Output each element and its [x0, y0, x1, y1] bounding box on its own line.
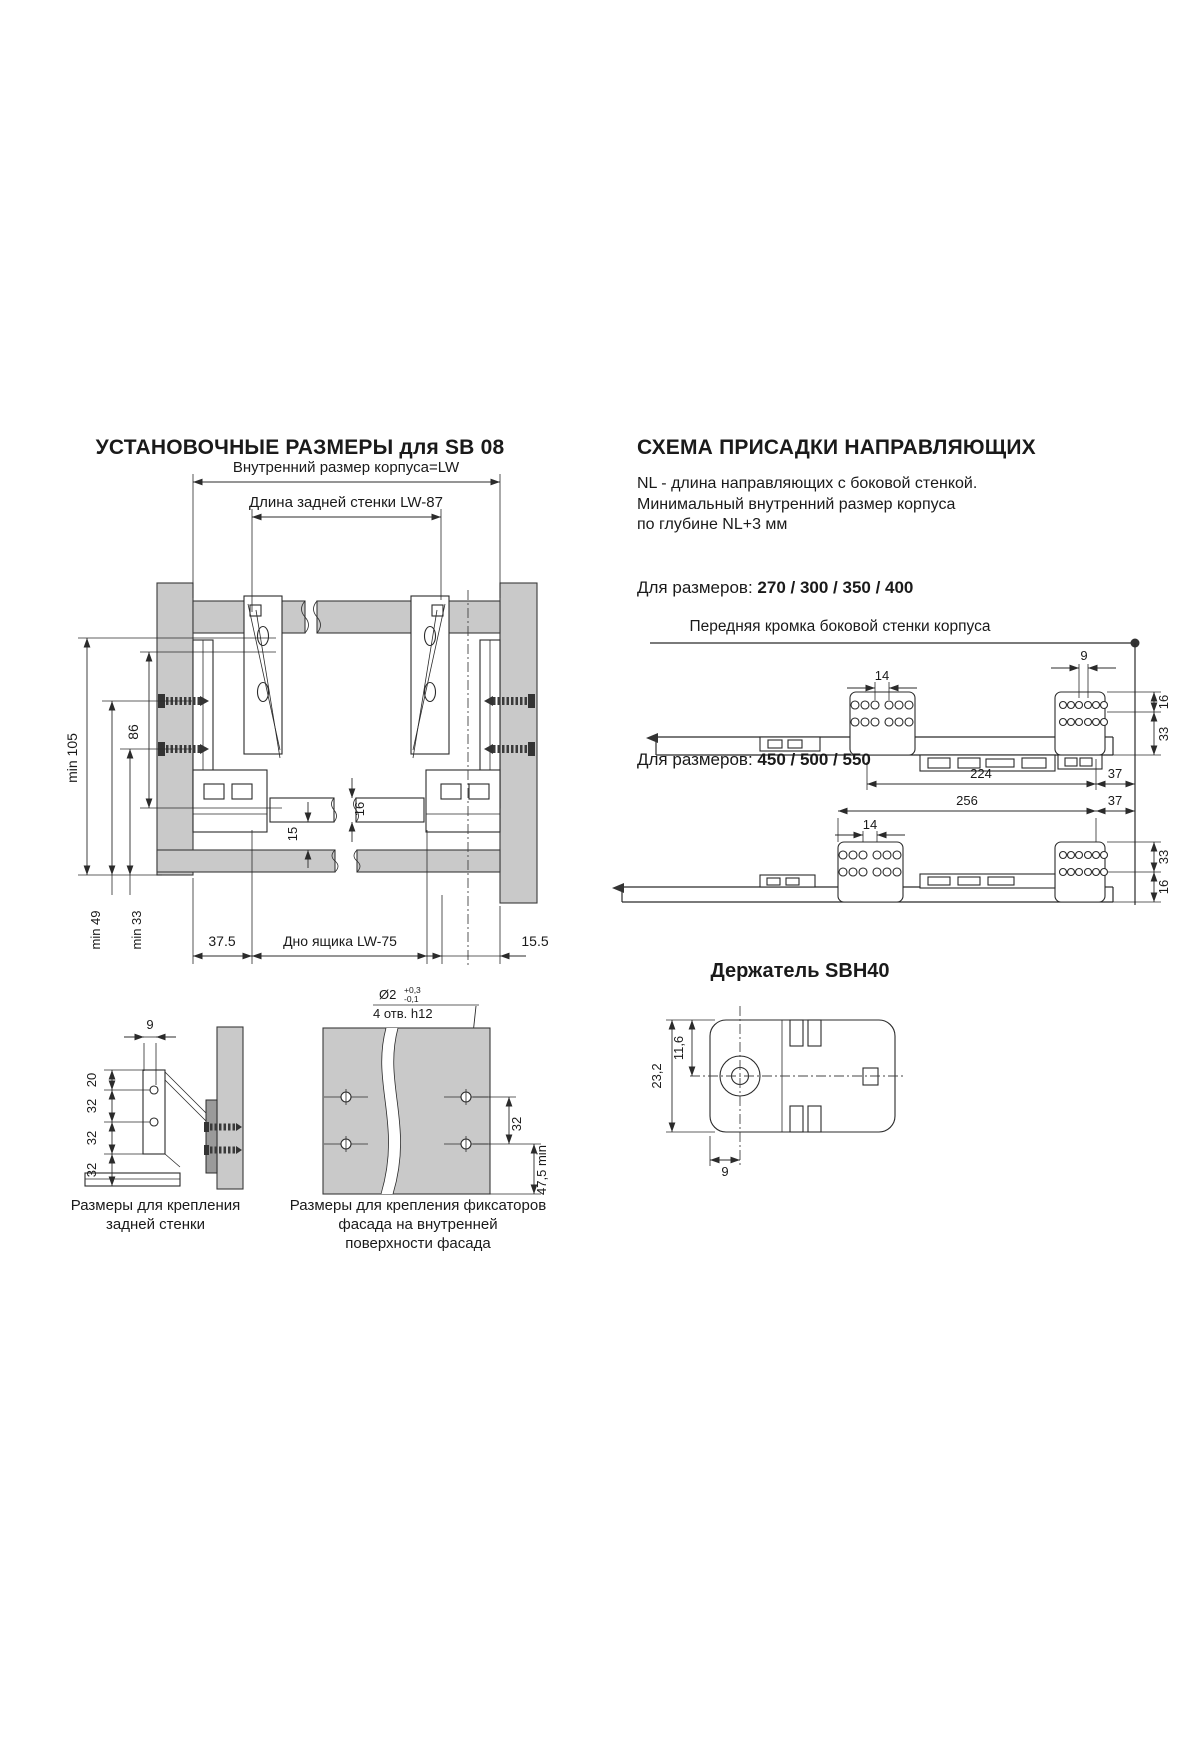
dim-label-32b: 32	[84, 1130, 99, 1146]
bracket-plate	[85, 1070, 217, 1186]
dim-label-475: 47,5 min	[534, 1145, 549, 1195]
dim-label-9: 9	[146, 1017, 154, 1032]
dim-475-facade	[490, 1144, 549, 1195]
front-edge-label: Передняя кромка боковой стенки корпуса	[689, 618, 991, 635]
dim-lw	[193, 459, 500, 598]
rail-drilling-diagrams	[610, 638, 1190, 918]
dim-label-16: 16	[1156, 879, 1171, 895]
dim-label-32a: 32	[84, 1098, 99, 1114]
dim-16	[352, 778, 367, 842]
sizes-line-2	[637, 750, 871, 770]
facade-caption-line1: Размеры для крепления фиксаторов	[289, 1197, 547, 1214]
dim-label-15: 15	[285, 826, 300, 842]
holder-title: Держатель SBH40	[710, 960, 890, 982]
dim-label-14: 14	[874, 668, 890, 683]
main-installation-drawing	[30, 440, 560, 1030]
sizes1-values: 270 / 300 / 350 / 400	[757, 578, 914, 597]
sizes2-values: 450 / 500 / 550	[757, 750, 871, 769]
dim-33-16-rail2	[1107, 842, 1171, 902]
sizes-line-1	[637, 578, 913, 598]
rear-caption	[38, 1196, 273, 1234]
dim-label-min105: min 105	[64, 733, 80, 783]
facade-caption-line2: фасада на внутренней	[338, 1216, 498, 1233]
dim-116	[671, 1020, 692, 1076]
dim-back-wall	[249, 494, 443, 612]
dim-label-back-wall: Длина задней стенки LW-87	[249, 494, 443, 511]
dim-label-lw: Внутренний размер корпуса=LW	[232, 459, 460, 476]
sizes2-label: Для размеров:	[637, 750, 753, 769]
subtitle-line1: NL - длина направляющих с боковой стенкой.	[637, 475, 978, 492]
dim-16-33-rail1	[1107, 692, 1171, 755]
dim-label-14: 14	[862, 817, 878, 832]
dim-9-holder	[710, 1136, 740, 1179]
dim-label-86: 86	[125, 724, 141, 740]
dim-label-15-5: 15.5	[521, 933, 549, 949]
dim-label-min33: min 33	[129, 910, 144, 950]
drawer-bottom	[270, 798, 424, 822]
holder-body	[690, 1006, 905, 1166]
hole-count-label: 4 отв. h12	[373, 1006, 433, 1021]
dim-label-bottom: Дно ящика LW-75	[283, 933, 397, 949]
facade-panel	[323, 1028, 490, 1194]
dim-label-16: 16	[1156, 694, 1171, 710]
dim-label-16: 16	[352, 801, 367, 817]
dim-stack-rear	[84, 1070, 180, 1186]
dim-label-32: 32	[509, 1116, 524, 1132]
rear-caption-line2: задней стенки	[106, 1216, 205, 1233]
dim-label-33: 33	[1156, 849, 1171, 865]
facade-caption-line3: поверхности фасада	[345, 1235, 491, 1252]
dim-label-9: 9	[721, 1164, 729, 1179]
left-section-title: УСТАНОВОЧНЫЕ РАЗМЕРЫ для SB 08	[95, 436, 505, 459]
right-subtitle	[637, 474, 1117, 536]
rear-panel	[217, 1027, 243, 1189]
subtitle-line3: по глубине NL+3 мм	[637, 516, 788, 533]
dim-label-256: 256	[956, 793, 978, 808]
facade-fixing-drawing	[283, 984, 553, 1212]
dim-9-rail1	[1051, 648, 1116, 698]
rear-wall-fixing-drawing	[40, 1015, 280, 1195]
hole-diameter-label: Ø2	[379, 987, 397, 1002]
hole-tolerance-upper: +0,3	[404, 985, 421, 995]
dim-label-116: 11,6	[671, 1035, 686, 1061]
dim-label-224: 224	[970, 766, 992, 781]
holder-drawing	[630, 998, 930, 1188]
dim-label-32c: 32	[84, 1162, 99, 1178]
dim-label-20: 20	[84, 1072, 99, 1088]
rear-caption-line1: Размеры для крепления	[70, 1197, 241, 1214]
dim-label-37: 37	[1107, 793, 1123, 808]
dim-label-232: 23,2	[649, 1063, 664, 1089]
dim-label-37: 37	[1107, 766, 1123, 781]
sizes1-label: Для размеров:	[637, 578, 753, 597]
rail-diagram-2	[612, 793, 1171, 902]
dim-label-33: 33	[1156, 726, 1171, 742]
dim-label-37-5: 37.5	[208, 933, 236, 949]
dim-label-min49: min 49	[88, 910, 103, 950]
hole-tolerance-lower: -0,1	[404, 994, 419, 1004]
subtitle-line2: Минимальный внутренний размер корпуса	[637, 495, 956, 513]
dim-label-9: 9	[1080, 648, 1088, 663]
facade-caption	[283, 1196, 553, 1253]
right-section-title: СХЕМА ПРИСАДКИ НАПРАВЛЯЮЩИХ	[637, 436, 1036, 459]
